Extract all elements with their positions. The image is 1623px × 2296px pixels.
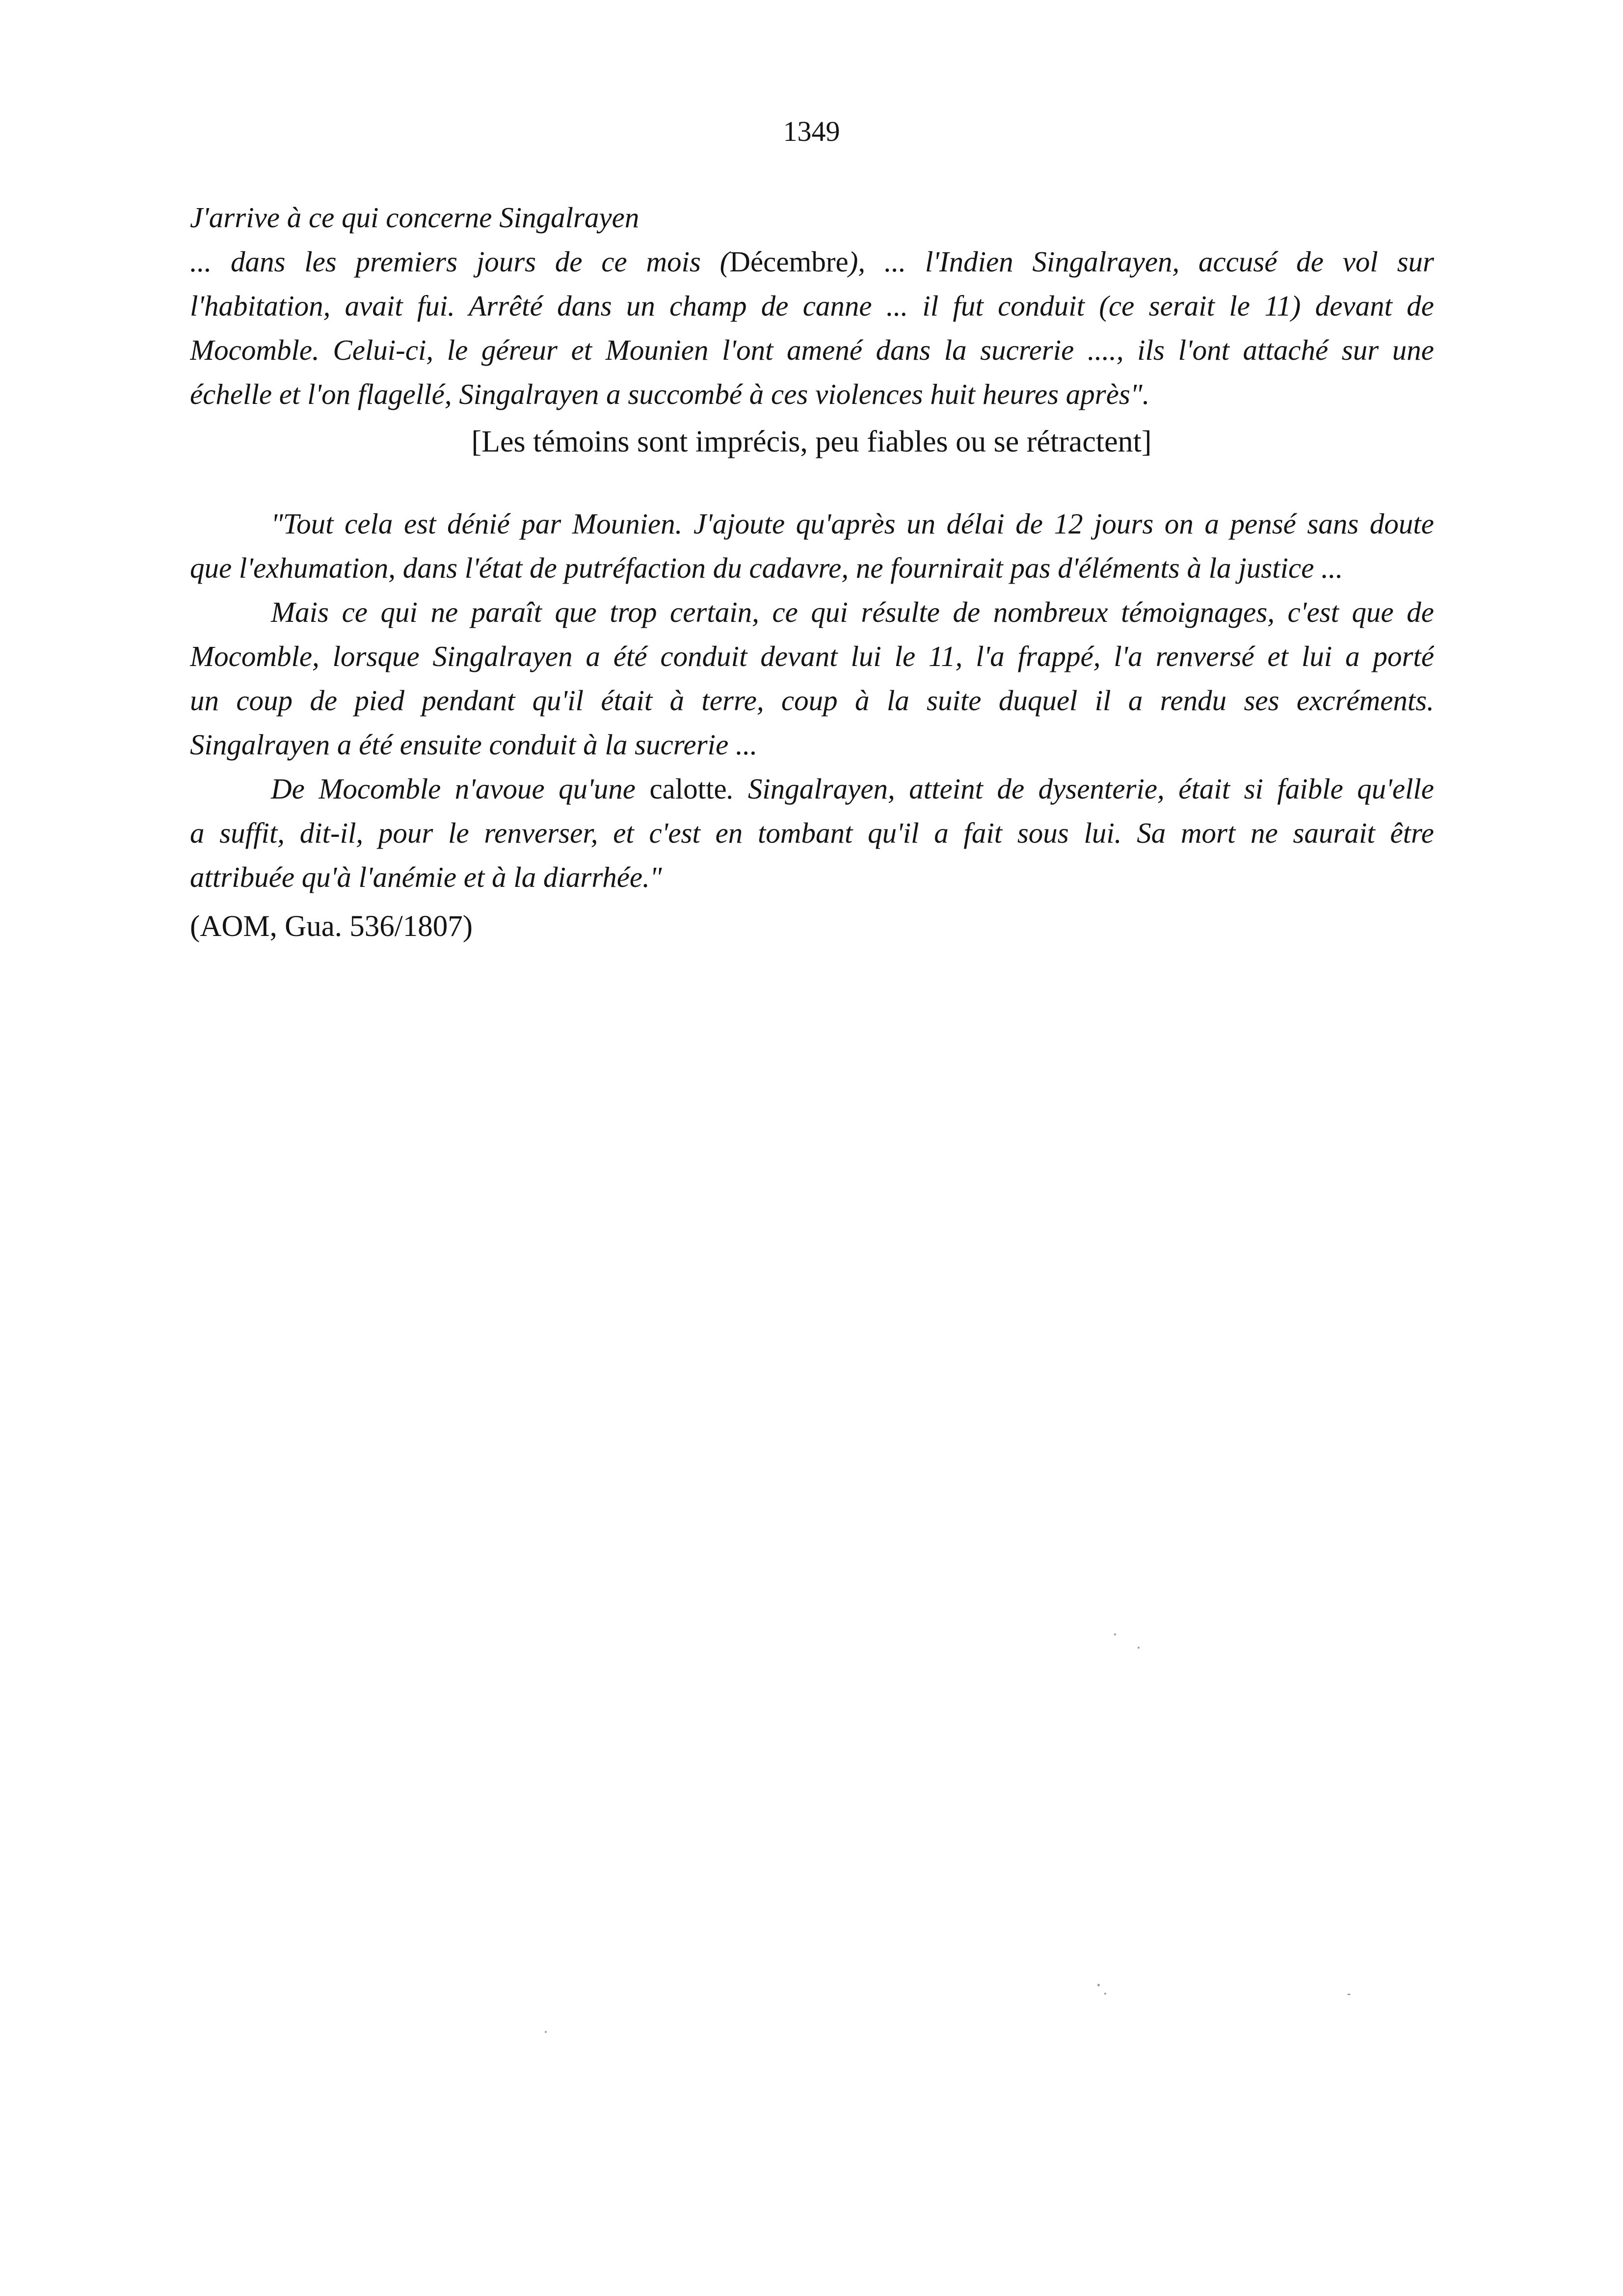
quote-line: que l'exhumation, dans l'état de putréfaction du cadavre, ne fournirait pas d'éléments à la justice ...	[190, 552, 1343, 584]
quote-line: Mais ce qui ne paraît que trop certain, ce qui résulte de nombreux témoignages, c'est que de	[271, 596, 1434, 628]
quote-text: De Mocomble n'avoue qu'une	[271, 773, 650, 805]
scan-speck	[1104, 1993, 1106, 1995]
quote-text: . Singalrayen, atteint de dysenterie, était si faible qu'elle	[726, 773, 1434, 805]
month-text: Décembre	[729, 245, 849, 278]
scan-speck	[545, 2031, 547, 2033]
quote-text: ), ... l'Indien Singalrayen, accusé de vol sur	[848, 245, 1434, 278]
quote-line: "Tout cela est dénié par Mounien. J'ajoute qu'après un délai de 12 jours on a pensé sans doute	[271, 507, 1434, 540]
scan-speck	[1114, 1633, 1116, 1635]
quote-line	[190, 240, 1434, 284]
first-quote-block	[190, 195, 1434, 416]
section-heading: [Les témoins sont imprécis, peu fiables ou se rétractent]	[471, 425, 1152, 458]
quote-text: ... dans les premiers jours de ce mois (	[190, 245, 730, 278]
quote-line: Mocomble, lorsque Singalrayen a été conduit devant lui le 11, l'a frappé, l'a renversé et lui a porté	[190, 640, 1434, 672]
quote-line: Singalrayen a été ensuite conduit à la sucrerie ...	[190, 728, 758, 761]
quote-line: attribuée qu'à l'anémie et à la diarrhée."	[190, 861, 662, 893]
quote-line: un coup de pied pendant qu'il était à terre, coup à la suite duquel il a rendu ses excréments.	[190, 684, 1434, 717]
scan-speck	[1138, 1647, 1140, 1649]
scan-speck	[1097, 1984, 1100, 1986]
quote-line: l'habitation, avait fui. Arrêté dans un champ de canne ... il fut conduit (ce serait le 11) devant de	[190, 290, 1434, 322]
intro-line: J'arrive à ce qui concerne Singalrayen	[190, 201, 639, 234]
quote-line: Mocomble. Celui-ci, le géreur et Mounien l'ont amené dans la sucrerie ...., ils l'ont attaché sur une	[190, 334, 1434, 366]
scan-speck	[1347, 1994, 1351, 1995]
quote-line: échelle et l'on flagellé, Singalrayen a succombé à ces violences huit heures après".	[190, 378, 1150, 410]
quote-line: a suffit, dit-il, pour le renverser, et c'est en tombant qu'il a fait sous lui. Sa mort ne saurait être	[190, 817, 1434, 849]
page-number: 1349	[783, 115, 840, 147]
source-citation: (AOM, Gua. 536/1807)	[190, 910, 473, 943]
quote-line	[190, 767, 1434, 811]
second-quote-block	[190, 502, 1434, 899]
roman-word: calotte	[649, 773, 727, 805]
